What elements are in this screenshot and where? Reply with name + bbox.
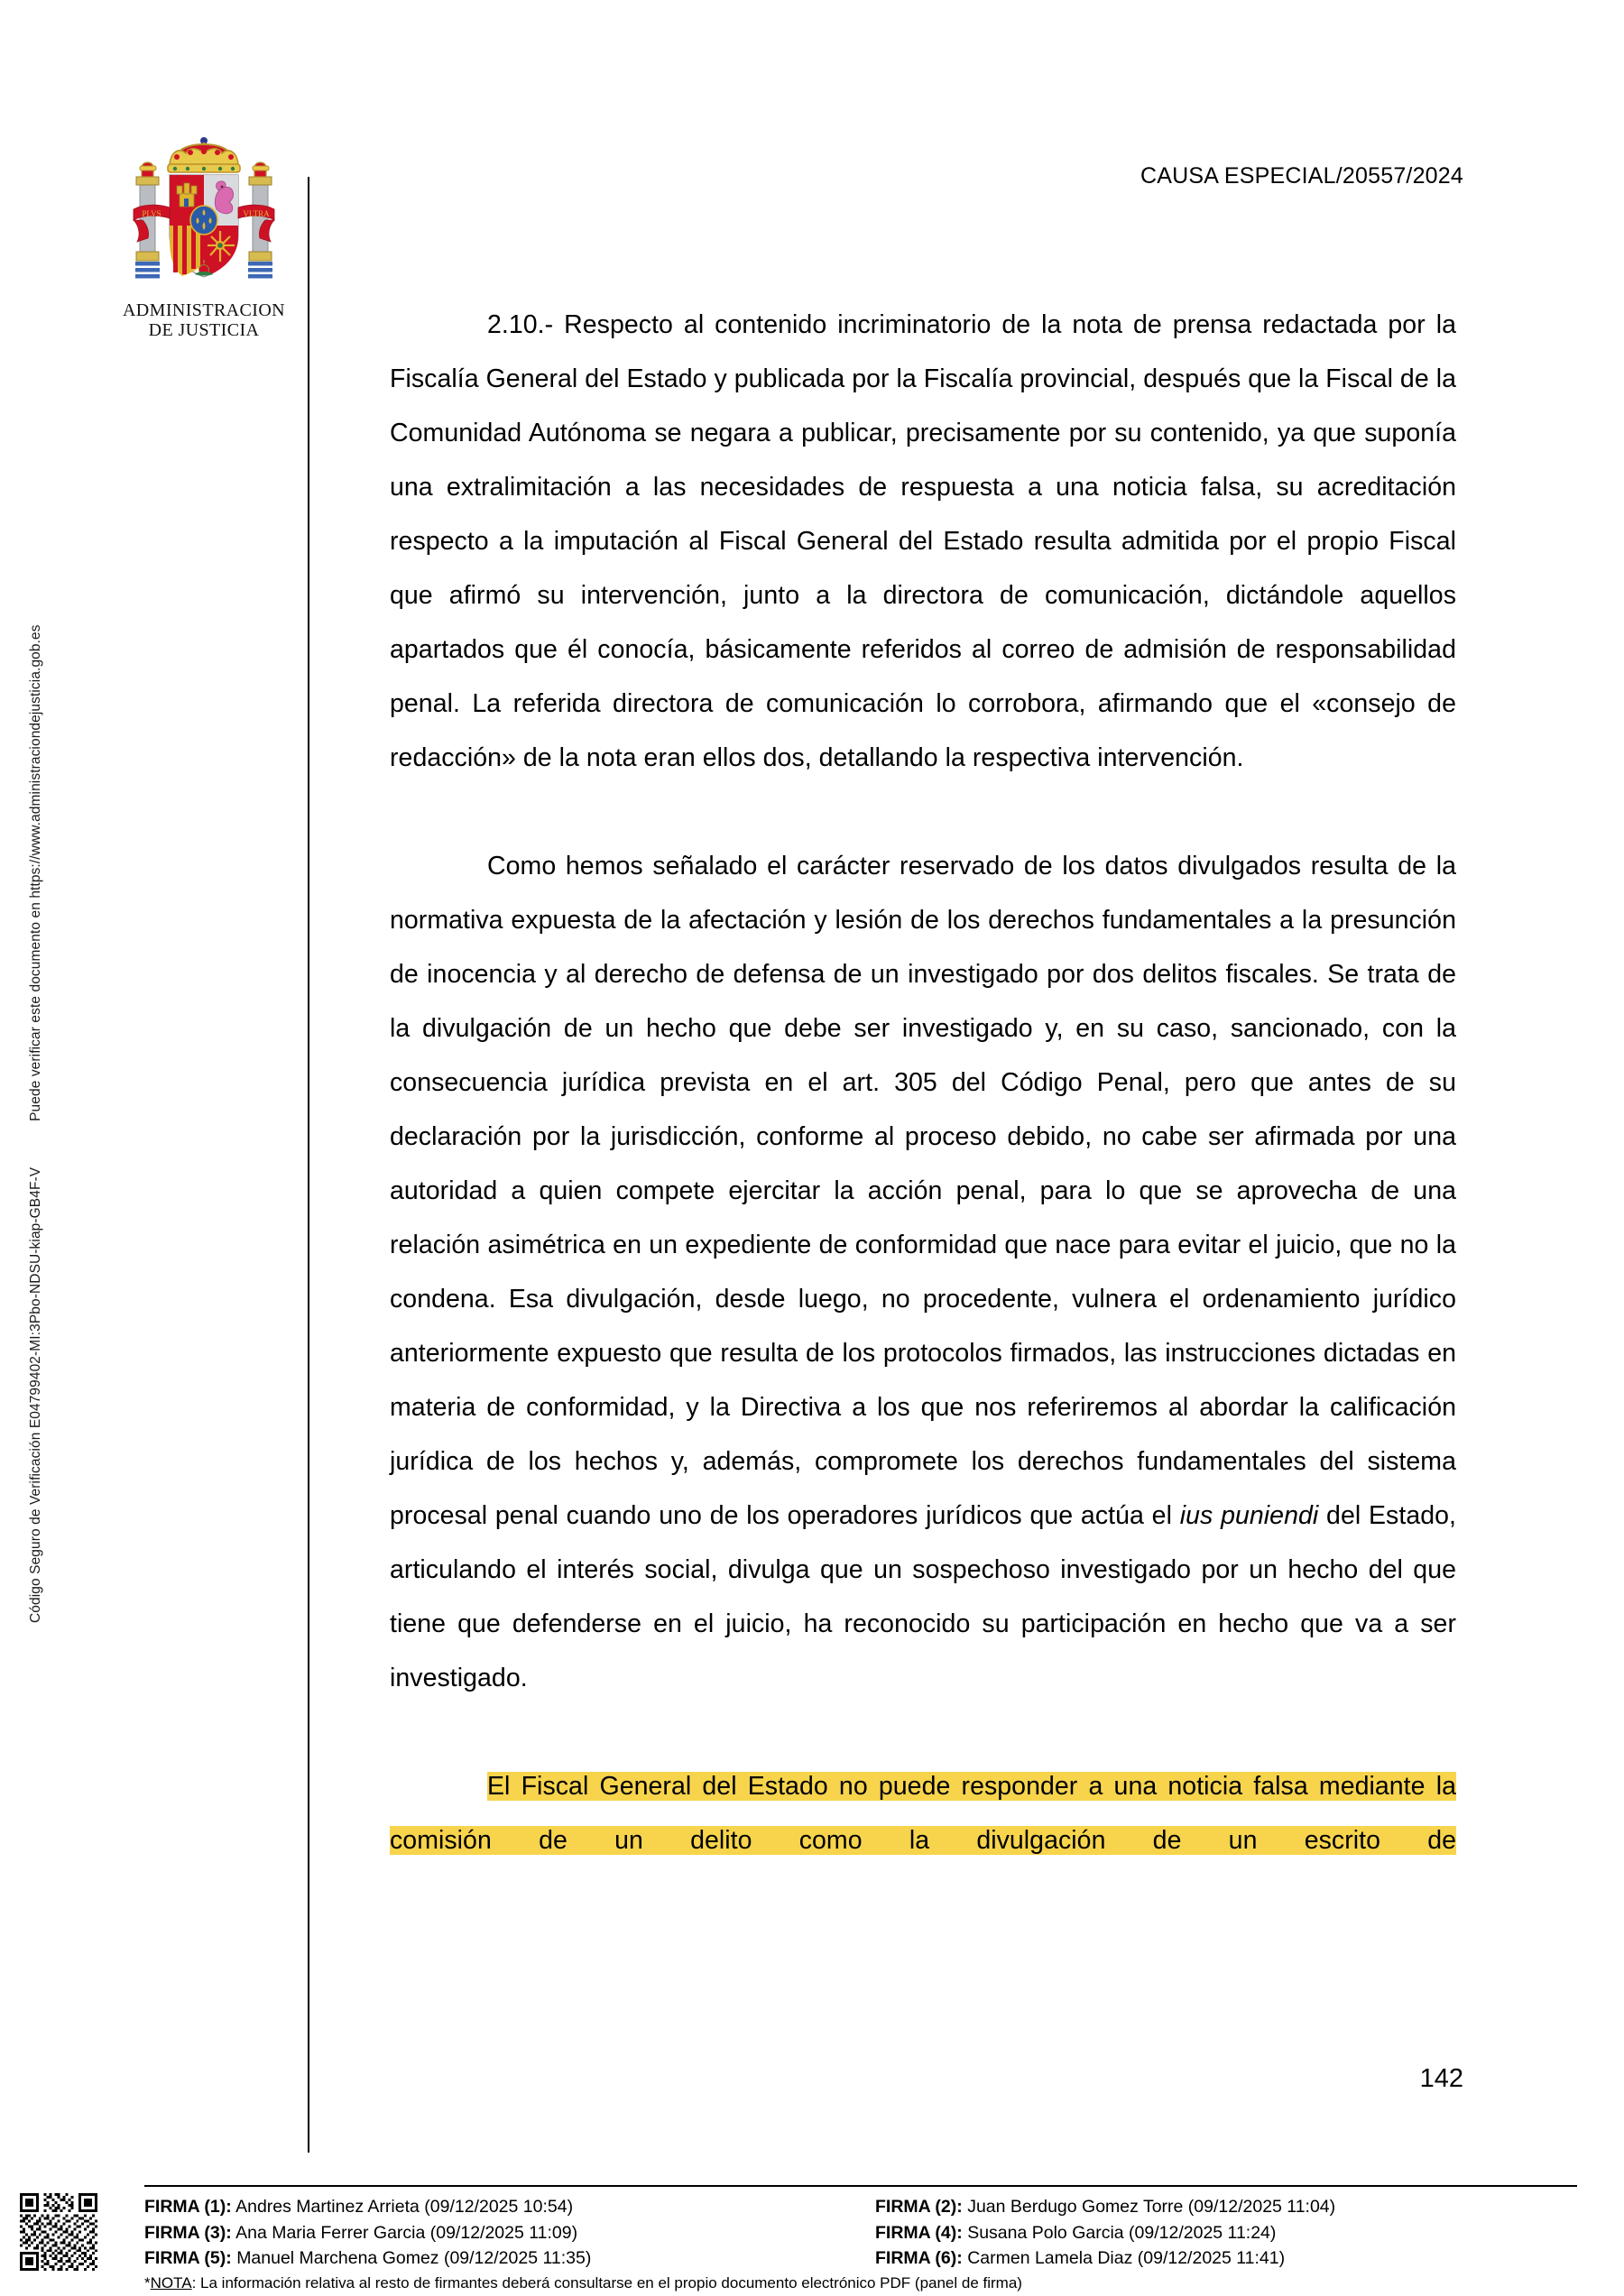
document-body bbox=[390, 298, 1456, 1867]
spain-coat-of-arms-icon bbox=[123, 126, 285, 298]
verification-margin-strip bbox=[0, 0, 56, 2152]
highlighted-text: El Fiscal General del Estado no puede responder a una noticia falsa mediante la comisión de un delito como la divulgación de un escrito de bbox=[390, 1772, 1456, 1855]
signature-row bbox=[875, 2220, 1579, 2246]
paragraph-caracter-reservado bbox=[390, 839, 1456, 1705]
case-reference-header: CAUSA ESPECIAL/20557/2024 bbox=[1140, 163, 1463, 189]
signature-row bbox=[875, 2194, 1579, 2220]
footer-divider-rule bbox=[144, 2185, 1577, 2187]
csv-code-text: Código Seguro de Verificación E04799402-MI:3Pbo-NDSU-kiap-GB4F-V bbox=[28, 1166, 43, 1623]
document-footer bbox=[0, 2169, 1624, 2296]
signature-label: FIRMA (3): bbox=[144, 2222, 232, 2243]
note-prefix: * bbox=[144, 2274, 151, 2291]
margin-divider-rule bbox=[308, 177, 309, 2153]
signature-row bbox=[144, 2194, 875, 2220]
signature-label: FIRMA (4): bbox=[875, 2222, 963, 2243]
signature-value: Susana Polo Garcia (09/12/2025 11:24) bbox=[967, 2222, 1277, 2243]
signature-value: Manuel Marchena Gomez (09/12/2025 11:35) bbox=[236, 2248, 592, 2268]
signature-value: Juan Berdugo Gomez Torre (09/12/2025 11:04) bbox=[967, 2197, 1336, 2217]
paragraph-2-10-text: 2.10.- Respecto al contenido incriminatorio de la nota de prensa redactada por la Fiscalía General del Estado y publicada por la Fiscalía provincial, después que la Fiscal de la Comunidad Autónoma se negara a publicar, precisamente por su contenido, ya que suponía una extralimitación a las necesidades de respuesta a una noticia falsa, su acreditación respecto a la imputación al Fiscal General del Estado resulta admitida por el propio Fiscal que afirmó su intervención, junto a la directora de comunicación, dictándole aquellos apartados que él conocía, básicamente referidos al correo de admisión de responsabilidad penal. La referida directora de comunicación lo corrobora, afirmando que el «consejo de redacción» de la nota eran ellos dos, detallando la respectiva intervención. bbox=[390, 310, 1456, 772]
motto-right-text: VLTRA bbox=[243, 209, 270, 218]
qr-code-icon bbox=[20, 2190, 97, 2273]
paragraph-2-text-part2: del Estado, articulando el interés social, divulga que un sospechoso investigado por un hecho del que tiene que defenderse en el juicio, ha reconocido su participación en hecho que va a ser investigado. bbox=[390, 1501, 1456, 1692]
emblem-caption-line1: ADMINISTRACION bbox=[122, 300, 286, 320]
paragraph-highlighted bbox=[390, 1759, 1456, 1867]
emblem-block bbox=[97, 126, 310, 340]
paragraph-2-10 bbox=[390, 298, 1456, 785]
signature-label: FIRMA (2): bbox=[875, 2197, 963, 2217]
signature-label: FIRMA (6): bbox=[875, 2248, 963, 2268]
signature-value: Ana Maria Ferrer Garcia (09/12/2025 11:09) bbox=[235, 2222, 578, 2243]
signature-label: FIRMA (5): bbox=[144, 2248, 232, 2268]
signature-row bbox=[144, 2245, 875, 2272]
verify-url-text: Puede verificar este documento en https://www.administraciondejusticia.gob.es bbox=[28, 624, 43, 1121]
verification-margin-text bbox=[28, 540, 44, 1623]
emblem-caption-line2: DE JUSTICIA bbox=[148, 319, 260, 340]
signature-row bbox=[875, 2245, 1579, 2272]
note-text: : La información relativa al resto de firmantes deberá consultarse en el propio documento electrónico PDF (panel de firma) bbox=[191, 2274, 1022, 2291]
signatures-grid bbox=[144, 2194, 1579, 2272]
signature-row bbox=[144, 2220, 875, 2246]
emblem-caption bbox=[97, 301, 310, 340]
signature-value: Andres Martinez Arrieta (09/12/2025 10:54) bbox=[235, 2197, 574, 2217]
signature-label: FIRMA (1): bbox=[144, 2197, 232, 2217]
motto-left-text: PLVS bbox=[142, 209, 161, 218]
footer-note bbox=[144, 2274, 1022, 2292]
signature-value: Carmen Lamela Diaz (09/12/2025 11:41) bbox=[967, 2248, 1286, 2268]
latin-term-ius-puniendi: ius puniendi bbox=[1179, 1501, 1319, 1530]
page-number: 142 bbox=[1419, 2064, 1463, 2093]
note-keyword: NOTA bbox=[150, 2274, 192, 2291]
paragraph-2-text-part1: Como hemos señalado el carácter reservado de los datos divulgados resulta de la normativa expuesta de la afectación y lesión de los derechos fundamentales a la presunción de inocencia y al derecho de defensa de un investigado por dos delitos fiscales. Se trata de la divulgación de un hecho que debe ser investigado y, en su caso, sancionado, con la consecuencia jurídica prevista en el art. 305 del Código Penal, pero que antes de su declaración por la jurisdicción, conforme al proceso debido, no cabe ser afirmada por una autoridad a quien compete ejercitar la acción penal, para lo que se aprovecha de una relación asimétrica en un expediente de conformidad que nace para evitar el juicio, que no la condena. Esa divulgación, desde luego, no procedente, vulnera el ordenamiento jurídico anteriormente expuesto que resulta de los protocolos firmados, las instrucciones dictadas en materia de conformidad, y la Directiva a los que nos referiremos al abordar la calificación jurídica de los hechos y, además, compromete los derechos fundamentales del sistema procesal penal cuando uno de los operadores jurídicos que actúa el bbox=[390, 852, 1456, 1530]
signatures-area bbox=[144, 2194, 1579, 2272]
